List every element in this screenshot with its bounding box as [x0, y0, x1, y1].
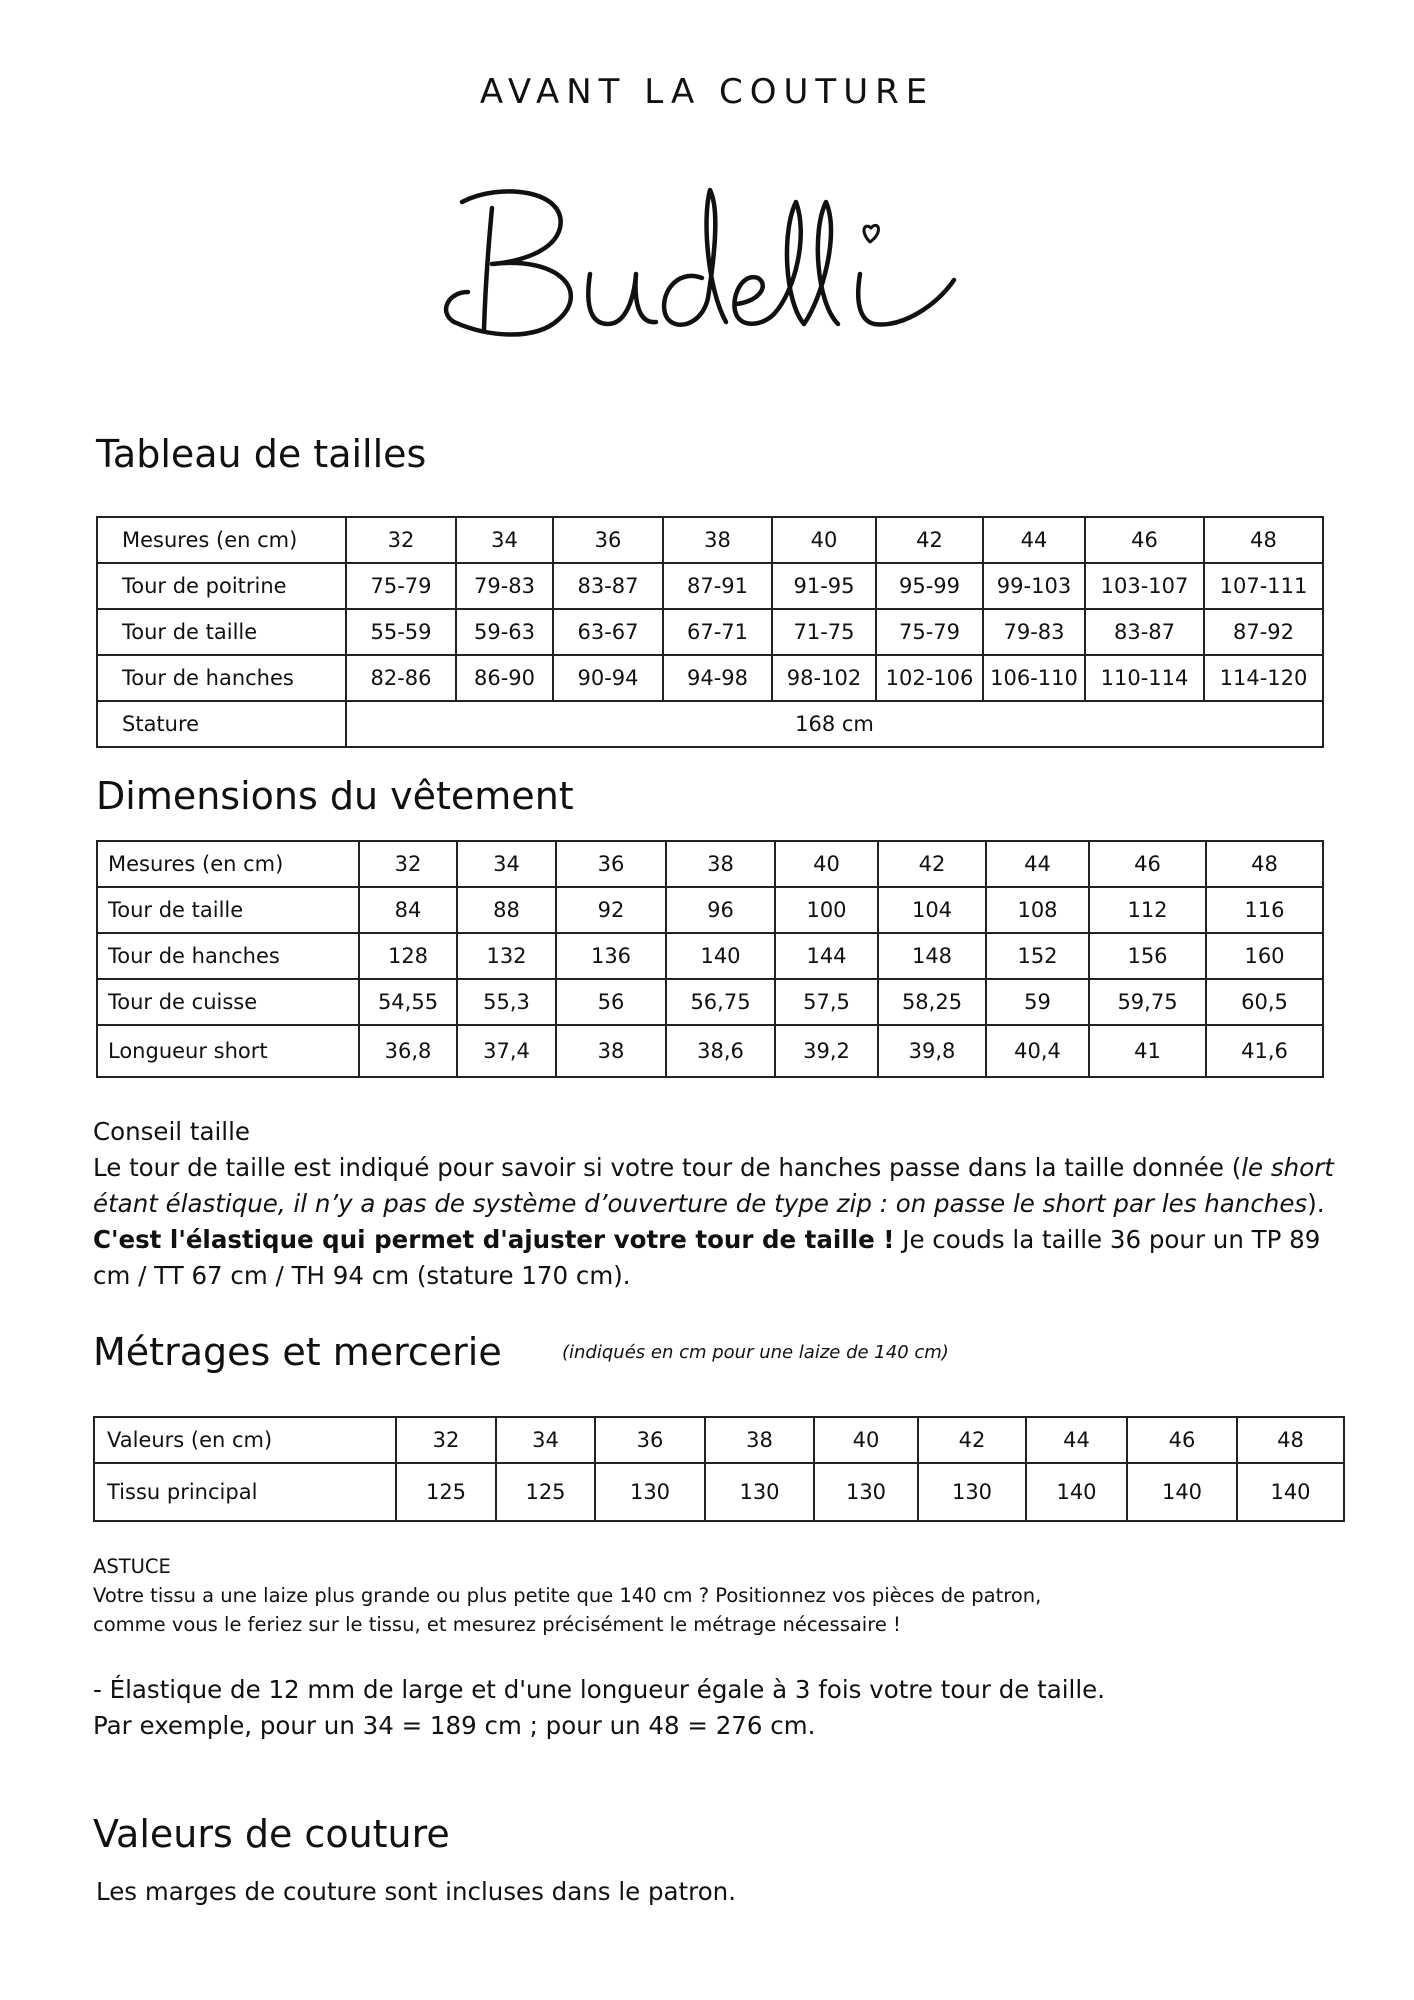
- value-cell: 40,4: [986, 1025, 1089, 1077]
- size-cell: 48: [1237, 1417, 1344, 1463]
- value-cell: 83-87: [553, 563, 663, 609]
- value-cell: 114-120: [1204, 655, 1323, 701]
- value-cell: 125: [496, 1463, 595, 1521]
- value-cell: 55,3: [457, 979, 556, 1025]
- value-cell: 41: [1089, 1025, 1206, 1077]
- seam-text: Les marges de couture sont incluses dans le patron.: [96, 1877, 737, 1906]
- size-cell: 46: [1085, 517, 1204, 563]
- tip-line-1: Votre tissu a une laize plus grande ou plus petite que 140 cm ? Positionnez vos pièces de patron,: [93, 1584, 1042, 1607]
- advice-bold: C'est l'élastique qui permet d'ajuster votre tour de taille !: [93, 1225, 895, 1254]
- value-cell: 36,8: [359, 1025, 457, 1077]
- value-cell: 94-98: [663, 655, 772, 701]
- value-cell: 144: [775, 933, 878, 979]
- size-cell: 32: [359, 841, 457, 887]
- value-cell: 107-111: [1204, 563, 1323, 609]
- value-cell: 104: [878, 887, 986, 933]
- budelli-logo: [440, 180, 960, 350]
- value-cell: 108: [986, 887, 1089, 933]
- value-cell: 100: [775, 887, 878, 933]
- value-cell: 112: [1089, 887, 1206, 933]
- table-row: [97, 655, 1323, 701]
- size-cell: 34: [457, 841, 556, 887]
- size-cell: 44: [1026, 1417, 1127, 1463]
- yardage-title: Métrages et mercerie: [93, 1330, 502, 1374]
- value-cell: 130: [595, 1463, 705, 1521]
- value-cell: 55-59: [346, 609, 456, 655]
- value-cell: 67-71: [663, 609, 772, 655]
- size-cell: 40: [814, 1417, 918, 1463]
- value-cell: 87-91: [663, 563, 772, 609]
- size-cell: 44: [986, 841, 1089, 887]
- value-cell: 58,25: [878, 979, 986, 1025]
- value-cell: 75-79: [876, 609, 983, 655]
- size-cell: 46: [1089, 841, 1206, 887]
- value-cell: 96: [666, 887, 775, 933]
- value-cell: 56: [556, 979, 666, 1025]
- value-cell: 95-99: [876, 563, 983, 609]
- value-cell: 38,6: [666, 1025, 775, 1077]
- value-cell: 103-107: [1085, 563, 1204, 609]
- value-cell: 130: [814, 1463, 918, 1521]
- size-chart-table: [96, 516, 1324, 748]
- table-row: [94, 1463, 1344, 1521]
- tip-line-2: comme vous le feriez sur le tissu, et mesurez précisément le métrage nécessaire !: [93, 1613, 901, 1636]
- value-cell: 75-79: [346, 563, 456, 609]
- value-cell: 130: [918, 1463, 1026, 1521]
- advice-text: Le tour de taille est indiqué pour savoir si votre tour de hanches passe dans la taille donnée (: [93, 1153, 1242, 1182]
- value-cell: 83-87: [1085, 609, 1204, 655]
- value-cell: 71-75: [772, 609, 876, 655]
- row-label: Stature: [97, 701, 346, 747]
- value-cell: 37,4: [457, 1025, 556, 1077]
- header-cell: Valeurs (en cm): [94, 1417, 396, 1463]
- garment-table: [96, 840, 1324, 1078]
- header-cell: Mesures (en cm): [97, 517, 346, 563]
- garment-header-row: [97, 841, 1323, 887]
- table-row: [97, 563, 1323, 609]
- tip-title: ASTUCE: [93, 1555, 171, 1578]
- size-cell: 42: [918, 1417, 1026, 1463]
- size-chart-header-row: [97, 517, 1323, 563]
- value-cell: 140: [1237, 1463, 1344, 1521]
- value-cell: 38: [556, 1025, 666, 1077]
- value-cell: 128: [359, 933, 457, 979]
- advice-text-end: ).: [1307, 1189, 1325, 1218]
- yardage-header-row: [94, 1417, 1344, 1463]
- row-label: Tour de taille: [97, 609, 346, 655]
- value-cell: 41,6: [1206, 1025, 1323, 1077]
- size-cell: 36: [595, 1417, 705, 1463]
- garment-title: Dimensions du vêtement: [96, 774, 574, 818]
- value-cell: 152: [986, 933, 1089, 979]
- value-cell: 82-86: [346, 655, 456, 701]
- elastic-line-2: Par exemple, pour un 34 = 189 cm ; pour un 48 = 276 cm.: [93, 1711, 816, 1740]
- size-cell: 36: [553, 517, 663, 563]
- value-cell: 130: [705, 1463, 814, 1521]
- value-cell: 59,75: [1089, 979, 1206, 1025]
- advice-paragraph: [93, 1150, 1338, 1294]
- value-cell: 102-106: [876, 655, 983, 701]
- elastic-line-1: - Élastique de 12 mm de large et d'une longueur égale à 3 fois votre tour de taille.: [93, 1675, 1106, 1704]
- value-cell: 57,5: [775, 979, 878, 1025]
- value-cell: 84: [359, 887, 457, 933]
- header-cell: Mesures (en cm): [97, 841, 359, 887]
- table-row: [97, 979, 1323, 1025]
- row-label: Tour de cuisse: [97, 979, 359, 1025]
- size-cell: 34: [456, 517, 553, 563]
- advice-title: Conseil taille: [93, 1117, 250, 1146]
- table-row: [97, 933, 1323, 979]
- table-row: [97, 887, 1323, 933]
- value-cell: 160: [1206, 933, 1323, 979]
- size-cell: 48: [1204, 517, 1323, 563]
- value-cell: 110-114: [1085, 655, 1204, 701]
- size-cell: 42: [876, 517, 983, 563]
- value-cell: 132: [457, 933, 556, 979]
- size-cell: 34: [496, 1417, 595, 1463]
- value-cell: 86-90: [456, 655, 553, 701]
- size-cell: 36: [556, 841, 666, 887]
- row-label: Tissu principal: [94, 1463, 396, 1521]
- value-cell: 99-103: [983, 563, 1085, 609]
- size-cell: 38: [705, 1417, 814, 1463]
- size-cell: 40: [775, 841, 878, 887]
- row-label: Tour de hanches: [97, 655, 346, 701]
- value-cell: 90-94: [553, 655, 663, 701]
- row-label: Tour de hanches: [97, 933, 359, 979]
- size-cell: 38: [666, 841, 775, 887]
- value-cell: 92: [556, 887, 666, 933]
- value-cell: 54,55: [359, 979, 457, 1025]
- value-cell: 125: [396, 1463, 496, 1521]
- value-cell: 140: [1127, 1463, 1237, 1521]
- value-cell: 87-92: [1204, 609, 1323, 655]
- value-cell: 140: [1026, 1463, 1127, 1521]
- value-cell: 39,8: [878, 1025, 986, 1077]
- size-chart-title: Tableau de tailles: [96, 432, 427, 476]
- table-row: [97, 701, 1323, 747]
- size-cell: 46: [1127, 1417, 1237, 1463]
- value-cell: 88: [457, 887, 556, 933]
- value-cell: 106-110: [983, 655, 1085, 701]
- row-label: Tour de poitrine: [97, 563, 346, 609]
- size-cell: 40: [772, 517, 876, 563]
- value-cell: 98-102: [772, 655, 876, 701]
- value-cell: 79-83: [456, 563, 553, 609]
- value-cell: 59: [986, 979, 1089, 1025]
- advice-text-2: Je couds la taille 36 pour un TP 89 cm / TT 67 cm / TH 94 cm (stature 170 cm).: [93, 1225, 1321, 1290]
- value-cell: 136: [556, 933, 666, 979]
- value-cell: 91-95: [772, 563, 876, 609]
- advice-italic: le short étant élastique, il n’y a pas de système d’ouverture de type zip : on passe le short par les hanches: [93, 1153, 1334, 1218]
- size-cell: 48: [1206, 841, 1323, 887]
- yardage-note: (indiqués en cm pour une laize de 140 cm): [562, 1342, 949, 1363]
- size-cell: 44: [983, 517, 1085, 563]
- table-row: [97, 609, 1323, 655]
- size-cell: 38: [663, 517, 772, 563]
- value-cell: 60,5: [1206, 979, 1323, 1025]
- value-cell: 79-83: [983, 609, 1085, 655]
- value-cell: 56,75: [666, 979, 775, 1025]
- value-cell: 116: [1206, 887, 1323, 933]
- page-kicker: AVANT LA COUTURE: [479, 72, 935, 112]
- row-label: Tour de taille: [97, 887, 359, 933]
- table-row: [97, 1025, 1323, 1077]
- value-cell: 148: [878, 933, 986, 979]
- row-label: Longueur short: [97, 1025, 359, 1077]
- value-cell: 156: [1089, 933, 1206, 979]
- value-cell: 39,2: [775, 1025, 878, 1077]
- size-cell: 42: [878, 841, 986, 887]
- value-cell: 59-63: [456, 609, 553, 655]
- value-cell: 63-67: [553, 609, 663, 655]
- stature-value: 168 cm: [346, 701, 1323, 747]
- size-cell: 32: [396, 1417, 496, 1463]
- value-cell: 140: [666, 933, 775, 979]
- seam-title: Valeurs de couture: [93, 1812, 450, 1856]
- size-cell: 32: [346, 517, 456, 563]
- yardage-table: [93, 1416, 1345, 1522]
